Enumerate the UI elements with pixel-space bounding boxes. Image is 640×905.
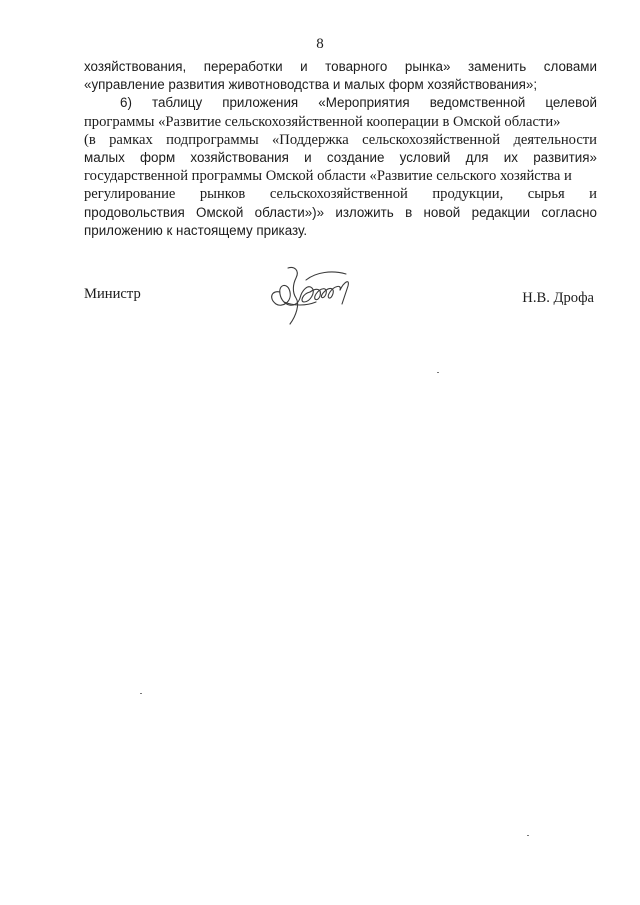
- text-line-3: 6) таблицу приложения «Мероприятия ведомственной целевой: [120, 95, 597, 111]
- text-line-4: программы «Развитие сельскохозяйственной кооперации в Омской области»: [84, 113, 561, 130]
- scan-speck: [437, 372, 439, 373]
- signatory-title: Министр: [84, 286, 141, 302]
- text-line-7: государственной программы Омской области «Развитие сельского хозяйства и: [84, 168, 572, 185]
- scan-speck: [140, 693, 142, 694]
- text-line-1: хозяйствования, переработки и товарного рынка» заменить словами: [84, 59, 597, 74]
- text-line-10: приложению к настоящему приказу.: [84, 222, 308, 238]
- order-text: [84, 58, 597, 240]
- handwritten-signature: [266, 262, 358, 328]
- text-line-8: регулирование рынков сельскохозяйственной продукции, сырья и: [84, 186, 597, 203]
- text-line-9: продовольствия Омской области»)» изложить в новой редакции согласно: [84, 204, 597, 220]
- scan-speck: [527, 835, 529, 836]
- page-number: 8: [316, 36, 324, 52]
- text-line-5: (в рамках подпрограммы «Поддержка сельскохозяйственной деятельности: [84, 131, 597, 148]
- text-line-2: «управление развития животноводства и малых форм хозяйствования»;: [84, 77, 538, 93]
- text-line-6: малых форм хозяйствования и создание условий для их развития»: [84, 150, 597, 166]
- signatory-name: Н.В. Дрофа: [522, 290, 594, 306]
